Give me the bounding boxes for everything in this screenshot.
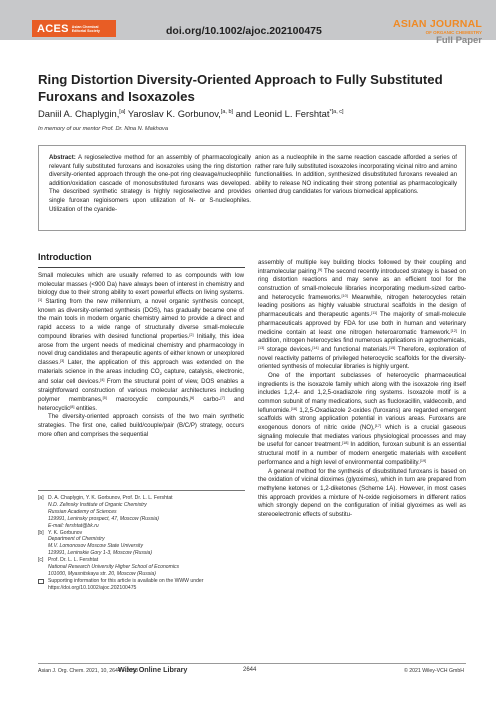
affiliation-line: 119991, Leninsky prospect, 47, Moscow (Russia) xyxy=(48,515,159,522)
abstract-text: A regioselective method for an assembly of pharmacologically relevant fully substituted furoxans and isoxazoles using the ring distortion diversity-oriented approach through the one-pot ring cleavage/nucleophilic addition/oxidation cascade of monosubstituted furoxans was developed. The described synthetic strategy is highly regioselective and provides single furoxan regioisomers upon utilization of N- or S-nucleophiles. Utilization of the cyanide- xyxy=(49,154,251,213)
body-left-column xyxy=(38,272,244,439)
affiliation-line: N.D. Zelinsky Institute of Organic Chemistry xyxy=(48,501,147,508)
affiliation-marker: [b] xyxy=(38,529,44,536)
body-right-column xyxy=(258,259,466,520)
copyright: © 2021 Wiley-VCH GmbH xyxy=(403,668,464,674)
affiliation-line: D. A. Chaplygin, Y. K. Gorbunov, Prof. Dr. L. L. Fershtat xyxy=(48,495,173,501)
section-heading: Introduction xyxy=(38,252,92,262)
page-number: 2644 xyxy=(243,667,257,673)
paragraph: A general method for the synthesis of disubstituted furoxans is based on the oxidation of vicinal dioximes (glyoximes), which in turn are prepared from methylene ketones or 1,2-diketones (Scheme 1A). However, in most cases this approach provides a mixture of N-oxide regioisomers in different ratios which strongly depend on the configuration of initial glyoximes as well as stereoelectronic effects of substitu- xyxy=(258,467,466,518)
author-name: Yaroslav K. Gorbunov, xyxy=(127,108,221,119)
affiliation-email[interactable]: E-mail: fershtat@bk.ru xyxy=(48,522,99,529)
author-affiliation: *[a, c] xyxy=(329,108,344,115)
abstract-box xyxy=(38,145,466,231)
section-divider xyxy=(38,267,245,268)
paragraph: One of the important subclasses of heterocyclic pharmaceutical ingredients is the isoxazole family which along with the isoxazole ring itself includes 1,2,4- and 1,2,5-oxadiazole ring systems. Isoxazole motif is a common subunit of many medications, such as flucloxacillin, valdecoxib, and leflunomide.[16] 1,2,5-Oxadiazole 2-oxides (furoxans) are regarded emergent scaffolds with strong application potential in various areas. Furoxans are exogenous donors of nitric oxide (NO),[17] which is a crucial gaseous signaling molecule that mediates various physiological processes and may be useful for cancer treatment.[18] In addition, furoxan subunit is an essential structural motif in a number of modern energetic materials with excellent performance and a high level of environmental compatibility.[19] xyxy=(258,371,466,466)
article-title: Ring Distortion Diversity-Oriented Approach to Fully Substituted Furoxans and Isoxazoles xyxy=(38,72,443,104)
dedication: In memory of our mentor Prof. Dr. Nina N. Makhova xyxy=(38,126,169,132)
paragraph: The diversity-oriented approach consists of the two main synthetic strategies. The first one, called build/couple/pair (B/C/P) strategy, occurs more often and comprises the sequential xyxy=(38,413,244,438)
affiliation-line: M.V. Lomonosov Moscow State University xyxy=(48,543,144,550)
author-list xyxy=(38,108,478,119)
affiliation-line: 119991, Leninskie Gory 1-3, Moscow (Russia) xyxy=(48,550,153,557)
aces-logo-text: ACES xyxy=(37,22,69,35)
footer-divider xyxy=(38,663,466,664)
author-affiliation: [a] xyxy=(119,108,126,115)
author-name: Daniil A. Chaplygin, xyxy=(38,108,120,119)
supporting-info-text: Supporting information for this article is available on the WWW under https://doi.org/10.1002/ajoc.202100475 xyxy=(48,577,204,591)
supporting-info-note[interactable] xyxy=(38,578,244,592)
journal-brand xyxy=(393,19,482,45)
abstract-left-column xyxy=(49,154,251,214)
affiliation-line: Y. K. Gorbunov xyxy=(48,529,83,536)
affiliation-line: National Research University Higher School of Economics xyxy=(48,564,180,571)
supporting-info-icon xyxy=(38,579,44,584)
affiliation-marker: [c] xyxy=(38,557,44,564)
wiley-online-library-link[interactable]: Wiley Online Library xyxy=(118,665,188,674)
journal-name-line2: OF ORGANIC CHEMISTRY xyxy=(425,30,482,35)
abstract-label: Abstract: xyxy=(49,154,76,161)
aces-logo-subtext: Asian Chemical Editorial Society xyxy=(71,24,100,33)
article-type: Full Paper xyxy=(436,35,482,46)
affiliation-line: Prof. Dr. L. L. Fershtat xyxy=(48,557,99,564)
paragraph: Small molecules which are usually referred to as compounds with low molecular masses (<900 Da) have always been of interest in chemistry and biology due to their strong ability to exert powerful effects on living systems.[1] Starting from the new millennium, a novel organic synthesis concept, known as diversity-oriented synthesis (DOS), has gradually became one of the main tools in modern organic chemistry aimed to provide a direct and rapid access to a wide range of structurally diverse small-molecule compound libraries with desired functional properties.[2] Initially, this idea arose from the urgent needs of medicinal chemistry and pharmacology in novel drug candidates and therapeutic agents of either known or unexplored classes.[3] Later, the application of this approach was extended on the materials science in the areas including $CO_2$ capture, catalysis, electronic, and solar cell devices.[4] From the structural point of view, DOS enables a straightforward construction of various molecular architectures including polymer membranes,[5] macrocyclic compounds,[6] carbo-[7] and heterocyclic[8] entities. xyxy=(38,272,244,412)
affiliation-line: Russian Academy of Sciences xyxy=(48,508,117,515)
affiliation-block xyxy=(38,557,244,578)
affiliation-divider xyxy=(38,490,245,491)
aces-logo[interactable] xyxy=(32,20,116,37)
journal-name-line1: ASIAN JOURNAL xyxy=(393,18,482,30)
affiliation-marker: [a] xyxy=(38,495,44,501)
affiliations xyxy=(38,495,244,592)
affiliation-block xyxy=(38,495,244,530)
affiliation-line: Department of Chemistry xyxy=(48,536,105,543)
doi-link[interactable]: doi.org/10.1002/ajoc.202100475 xyxy=(166,25,322,37)
paragraph: assembly of multiple key building blocks followed by their coupling and intramolecular pairing.[9] The second recently introduced strategy is based on ring distortion reactions and may serve as an efficient tool for the construction of small-molecule libraries incorporating medium-sized carbo- and heterocyclic frameworks.[10] Meanwhile, nitrogen heterocycles retain leading positions as highly valuable structural scaffolds in the design of pharmaceuticals and therapeutic agents.[11] The majority of small-molecule pharmaceuticals approved by FDA for use both in human and veterinary medicine contain at least one nitrogen heteroaromatic framework.[12] In addition, nitrogen heterocycles find numerous applications in agrochemicals,[13] storage devices,[14] and functional materials.[15] Therefore, exploration of novel reactivity patterns of privileged heterocyclic scaffolds for the diversity-oriented synthesis of molecular libraries is highly urgent. xyxy=(258,259,467,371)
affiliation-line: 101000, Myasnitskaya str. 20, Moscow (Russia) xyxy=(48,570,156,577)
author-name: and Leonid L. Fershtat xyxy=(235,108,330,119)
author-affiliation: [a, b] xyxy=(220,108,234,115)
abstract-right-column: anion as a nucleophile in the same reaction cascade afforded a series of rather rare fully substituted isoxazoles incorporating vicinal nitro and amino functionalities. In addition, synthesized disubstituted furoxans revealed an ability to release NO indicating their strong potential as pharmacologically oriented drug candidates for various biomedical applications. xyxy=(255,154,457,196)
journal-reference: Asian J. Org. Chem. 2021, 10, 2644 – 2653 xyxy=(38,668,139,674)
affiliation-block xyxy=(38,530,244,558)
